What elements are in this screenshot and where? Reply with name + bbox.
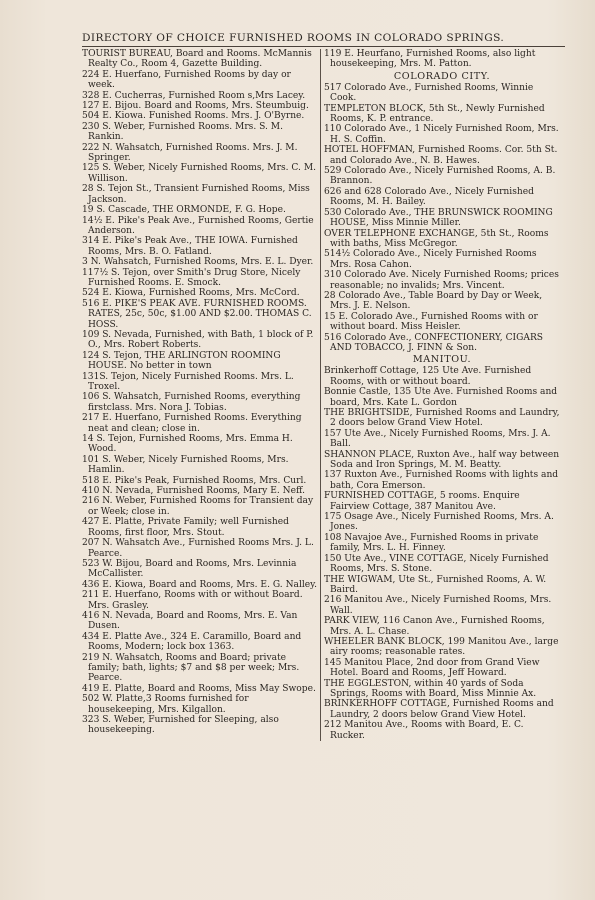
header-left: DIRECTORY OF CHOICE FURNISH xyxy=(82,32,287,44)
directory-entry: 529 Colorado Ave., Nicely Furnished Rooms, A. B. Brannon. xyxy=(324,166,556,187)
directory-entry: 212 Manitou Ave., Rooms with Board, E. C. Rucker. xyxy=(324,720,524,741)
right-top-entries xyxy=(324,49,560,70)
directory-entry: 28 Colorado Ave., Table Board by Day or Week, Mrs. J. E. Nelson. xyxy=(324,290,543,312)
columns xyxy=(82,49,565,741)
directory-entry: 175 Osage Ave., Nicely Furnished Rooms, Mrs. A. Jones. xyxy=(324,512,554,533)
directory-entry: 516 Colorado Ave., CONFECTIONERY, CIGARS AND TOBACCO, J. FINN & Son. xyxy=(324,332,544,353)
directory-entry: 504 E. Kiowa. Funished Rooms. Mrs. J. O'Byrne. xyxy=(82,111,305,122)
directory-entry: Brinkerhoff Cottage, 125 Ute Ave. Furnished Rooms, with or without board. xyxy=(324,366,532,387)
directory-entry: 124 S. Tejon, THE ARLINGTON ROOMING HOUSE. No better in town xyxy=(82,350,281,372)
directory-entry: 222 N. Wahsatch, Furnished Rooms. Mrs. J. M. Springer. xyxy=(82,142,298,164)
directory-entry: 28 S. Tejon St., Transient Furnished Rooms, Miss Jackson. xyxy=(82,184,310,205)
directory-entry: 626 and 628 Colorado Ave., Nicely Furnished Rooms, M. H. Bailey. xyxy=(324,186,534,208)
directory-entry: 434 E. Platte Ave., 324 E. Caramillo, Board and Rooms, Modern; lock box 1363. xyxy=(82,631,302,653)
right-column xyxy=(321,49,560,741)
manitou-entries xyxy=(324,366,560,741)
directory-entry: 101 S. Weber, Nicely Furnished Rooms, Mrs. Hamlin. xyxy=(82,454,289,476)
directory-entry: FURNISHED COTTAGE, 5 rooms. Enquire Fairview Cottage, 387 Manitou Ave. xyxy=(324,491,520,512)
directory-entry: 514½ Colorado Ave., Nicely Furnished Rooms Mrs. Rosa Cahon. xyxy=(324,249,537,270)
directory-entry: 314 E. Pike's Peak Ave., THE IOWA. Furnished Rooms, Mrs. B. O. Fatland. xyxy=(82,236,298,257)
directory-entry: 410 N. Nevada, Furnished Rooms, Mary E. Neff. xyxy=(82,486,305,497)
directory-entry: 109 S. Nevada, Furnished, with Bath, 1 block of P. O., Mrs. Robert Roberts. xyxy=(82,329,314,351)
directory-entry: THE EGGLESTON, within 40 yards of Soda Springs, Rooms with Board, Miss Minnie Ax. xyxy=(324,678,537,699)
directory-entry: 157 Ute Ave., Nicely Furnished Rooms, Mrs. J. A. Ball. xyxy=(324,428,551,450)
directory-entry: 502 W. Platte,3 Rooms furnished for housekeeping, Mrs. Kilgallon. xyxy=(82,694,249,715)
directory-entry: 19 S. Cascade, THE ORMONDE, F. G. Hope. xyxy=(82,205,286,216)
directory-entry: 211 E. Huerfano, Rooms with or without Board. Mrs. Grasley. xyxy=(82,590,303,611)
directory-entry: 150 Ute Ave., VINE COTTAGE, Nicely Furnished Rooms, Mrs. S. Stone. xyxy=(324,553,549,575)
directory-entry: 14 S. Tejon, Furnished Rooms, Mrs. Emma H. Wood. xyxy=(82,434,293,455)
directory-entry: 224 E. Huerfano, Furnished Rooms by day or week. xyxy=(82,69,291,91)
directory-entry: 117½ S. Tejon, over Smith's Drug Store, Nicely Furnished Rooms. E. Smock. xyxy=(82,267,301,288)
directory-entry: 137 Ruxton Ave., Furnished Rooms with lights and bath, Cora Emerson. xyxy=(324,470,559,491)
directory-entry: 207 N. Wahsatch Ave., Furnished Rooms Mrs. J. L. Pearce. xyxy=(82,538,314,559)
directory-entry: 419 E. Platte, Board and Rooms, Miss May Swope. xyxy=(82,683,316,694)
directory-entry: 15 E. Colorado Ave., Furnished Rooms with or without board. Miss Heisler. xyxy=(324,311,538,333)
directory-entry: 219 N. Wahsatch, Rooms and Board; private family; bath, lights; $7 and $8 per week; Mrs. Pearce. xyxy=(82,652,300,684)
manitou-heading: MANITOU. xyxy=(412,354,472,366)
directory-entry: 3 N. Wahsatch, Furnished Rooms, Mrs. E. L. Dyer. xyxy=(82,257,314,268)
colorado-city-entries xyxy=(324,83,560,354)
directory-entry: HOTEL HOFFMAN, Furnished Rooms. Cor. 5th St. and Colorado Ave., N. B. Hawes. xyxy=(324,145,558,166)
directory-entry: 110 Colorado Ave., 1 Nicely Furnished Room, Mrs. H. S. Coffin. xyxy=(324,124,559,145)
directory-entry: PARK VIEW, 116 Canon Ave., Furnished Rooms, Mrs. A. L. Chase. xyxy=(324,616,545,637)
directory-entry: 106 S. Wahsatch, Furnished Rooms, everything firstclass. Mrs. Nora J. Tobias. xyxy=(82,392,301,413)
directory-entry: TEMPLETON BLOCK, 5th St., Newly Furnished Rooms, K. P. entrance. xyxy=(324,103,545,125)
directory-entry: 518 E. Pike's Peak, Furnished Rooms, Mrs. Curl. xyxy=(82,475,307,486)
directory-entry: 328 E. Cucherras, Furnished Room s,Mrs Lacey. xyxy=(82,90,306,101)
directory-entry: 516 E. PIKE'S PEAK AVE. FURNISHED ROOMS. RATES, 25c, 50c, $1.00 AND $2.00. THOMAS C. HOSS. xyxy=(82,298,312,330)
directory-entry: BRINKERHOFF COTTAGE, Furnished Rooms and Laundry, 2 doors below Grand View Hotel. xyxy=(324,699,554,720)
page-header xyxy=(82,32,565,47)
directory-entry: 108 Navajoe Ave., Furnished Rooms in private family, Mrs. L. H. Finney. xyxy=(324,532,539,554)
directory-entry: 216 Manitou Ave., Nicely Furnished Rooms, Mrs. Wall. xyxy=(324,595,552,616)
left-column xyxy=(82,49,321,741)
directory-entry: 127 E. Bijou. Board and Rooms, Mrs. Steumbuig. xyxy=(82,101,309,112)
directory-entry: 119 E. Heurfano, Furnished Rooms, also light housekeeping, Mrs. M. Patton. xyxy=(324,49,536,70)
directory-entry: 216 N. Weber, Furnished Rooms for Transient day or Week; close in. xyxy=(82,496,314,517)
directory-entry: OVER TELEPHONE EXCHANGE, 5th St., Rooms with baths, Miss McGregor. xyxy=(324,228,549,249)
directory-entry: 523 W. Bijou, Board and Rooms, Mrs. Levinnia McCallister. xyxy=(82,558,297,580)
directory-entry: 524 E. Kiowa, Furnished Rooms, Mrs. McCord. xyxy=(82,288,300,299)
directory-entry: 131S. Tejon, Nicely Furnished Rooms. Mrs. L. Troxel. xyxy=(82,371,294,392)
directory-entry: 436 E. Kiowa, Board and Rooms, Mrs. E. G. Nalley. xyxy=(82,579,317,590)
directory-entry: 14½ E. Pike's Peak Ave., Furnished Rooms, Gertie Anderson. xyxy=(82,215,314,236)
directory-entry: 323 S. Weber, Furnished for Sleeping, also housekeeping. xyxy=(82,715,279,736)
directory-entry: WHEELER BANK BLOCK, 199 Manitou Ave., large airy rooms; reasonable rates. xyxy=(324,636,559,658)
directory-entry: SHANNON PLACE, Ruxton Ave., half way between Soda and Iron Springs, M. M. Beatty. xyxy=(324,449,560,471)
directory-entry: THE WIGWAM, Ute St., Furnished Rooms, A. W. Baird. xyxy=(324,574,547,595)
directory-entry: THE BRIGHTSIDE, Furnished Rooms and Laundry, 2 doors below Grand View Hotel. xyxy=(324,408,560,429)
directory-entry: 310 Colorado Ave. Nicely Furnished Rooms; prices reasonable; no invalids; Mrs. Vincent. xyxy=(324,270,559,291)
colorado-city-heading: COLORADO CITY. xyxy=(393,70,491,82)
directory-entry: 427 E. Platte, Private Family; well Furnished Rooms, first floor, Mrs. Stout. xyxy=(82,517,289,538)
directory-entry: 416 N. Nevada, Board and Rooms, Mrs. E. Van Dusen. xyxy=(82,610,298,632)
directory-entry: Bonnie Castle, 135 Ute Ave. Furnished Rooms and board, Mrs. Kate L. Gordon xyxy=(324,387,558,408)
directory-entry: 217 E. Huerfano, Furnished Rooms. Everything neat and clean; close in. xyxy=(82,413,302,434)
directory-entry: 145 Manitou Place, 2nd door from Grand View Hotel. Board and Rooms, Jeff Howard. xyxy=(324,657,540,679)
directory-entry: 230 S. Weber, Furnished Rooms. Mrs. S. M. Rankin. xyxy=(82,121,284,143)
directory-entry: 517 Colorado Ave., Furnished Rooms, Winnie Cook. xyxy=(324,82,534,104)
directory-entry: 530 Colorado Ave., THE BRUNSWICK ROOMING HOUSE, Miss Minnie Miller. xyxy=(324,207,553,229)
directory-entry: 125 S. Weber, Nicely Furnished Rooms, Mrs. C. M. Willison. xyxy=(82,163,317,184)
header-right: ED ROOMS IN COLORADO SPRINGS. xyxy=(286,32,505,44)
directory-entry: TOURIST BUREAU, Board and Rooms. McMannis Realty Co., Room 4, Gazette Building. xyxy=(82,49,312,70)
